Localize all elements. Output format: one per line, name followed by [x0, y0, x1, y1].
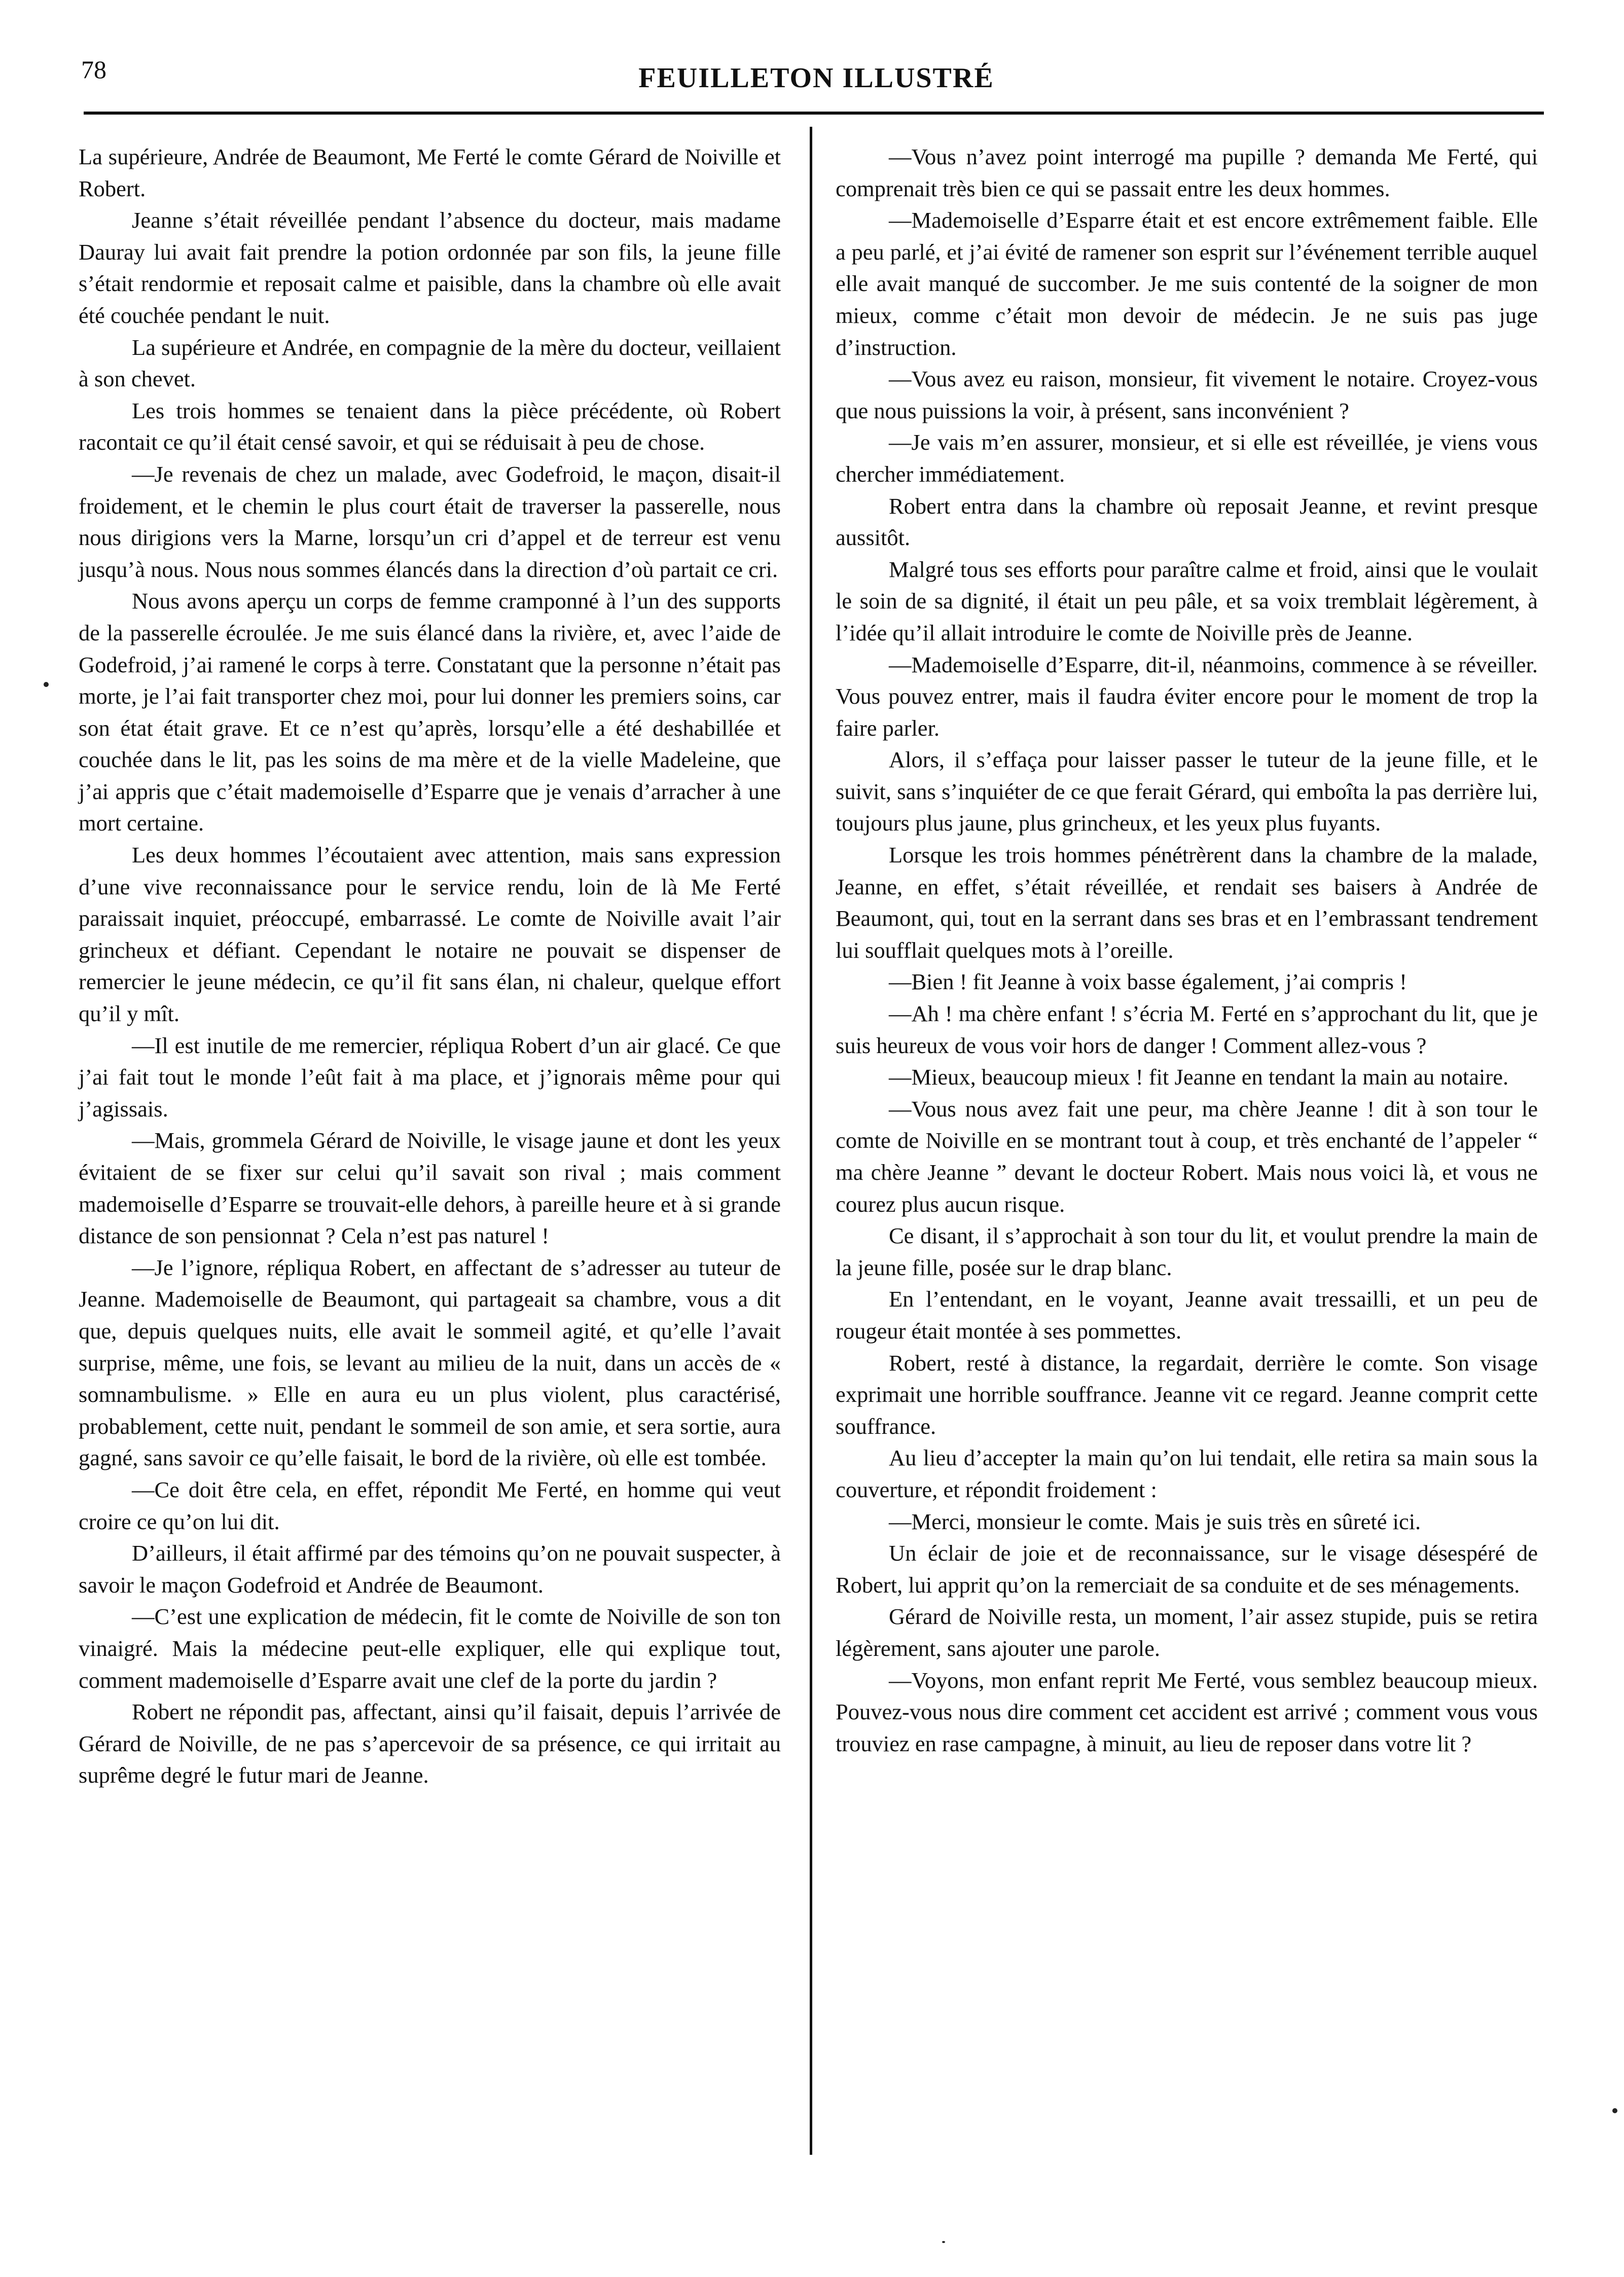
- paragraph: Malgré tous ses efforts pour paraître calme et froid, ainsi que le voulait le soin de sa dignité, il était un peu pâle, et sa voix tremblait légèrement, à l’idée qu’il allait introduire le comte de Noiville près de Jeanne.: [836, 556, 1538, 645]
- paragraph: —Mieux, beaucoup mieux ! fit Jeanne en tendant la main au notaire.: [889, 1064, 1509, 1090]
- paragraph: —Mais, grommela Gérard de Noiville, le visage jaune et dont les yeux évitaient de se fixer sur celui qu’il savait son rival ; mais comment mademoiselle d’Esparre se trouvait-elle dehors, à pareille heure et à si grande distance de son pensionnat ? Cela n’est pas naturel !: [79, 1128, 781, 1249]
- page-number: 78: [81, 55, 106, 84]
- paragraph: Gérard de Noiville resta, un moment, l’air assez stupide, puis se retira légèrement, sans ajouter une parole.: [836, 1604, 1538, 1661]
- left-column: [79, 141, 781, 1791]
- paragraph: —Vous avez eu raison, monsieur, fit vivement le notaire. Croyez-vous que nous puissions la voir, à présent, sans inconvénient ?: [836, 366, 1538, 423]
- paragraph: En l’entendant, en le voyant, Jeanne avait tressailli, et un peu de rougeur était montée à ses pommettes.: [836, 1286, 1538, 1344]
- print-speck: [942, 2241, 945, 2243]
- print-speck: [1612, 2108, 1617, 2113]
- paragraph: Alors, il s’effaça pour laisser passer le tuteur de la jeune fille, et le suivit, sans s’inquiéter de ce que ferait Gérard, qui emboîta la pas derrière lui, toujours plus jaune, plus grincheux, et les yeux plus fuyants.: [836, 747, 1538, 836]
- paragraph: D’ailleurs, il était affirmé par des témoins qu’on ne pouvait suspecter, à savoir le maçon Godefroid et Andrée de Beaumont.: [79, 1540, 781, 1598]
- paragraph: —Vous nous avez fait une peur, ma chère Jeanne ! dit à son tour le comte de Noiville en se montrant tout à coup, et très enchanté de l’appeler “ ma chère Jeanne ” devant le docteur Robert. Mais nous voici là, et vous ne courez plus aucun risque.: [836, 1096, 1538, 1217]
- paragraph: —Je revenais de chez un malade, avec Godefroid, le maçon, disait-il froidement, et le chemin le plus court était de traverser la passerelle, nous nous dirigions vers la Marne, lorsqu’un cri d’appel et de terreur est venu jusqu’à nous. Nous nous sommes élancés dans la direction d’où partait ce cri.: [79, 461, 781, 582]
- right-column: [836, 141, 1538, 1759]
- paragraph: Nous avons aperçu un corps de femme cramponné à l’un des supports de la passerelle écroulée. Je me suis élancé dans la rivière, et, avec l’aide de Godefroid, j’ai ramené le corps à terre. Constatant que la personne n’était pas morte, je l’ai fait transporter chez moi, pour lui donner les premiers soins, car son état était grave. Et ce n’est qu’après, lorsqu’elle a été deshabillée et couchée dans le lit, pas les soins de ma mère et de la vielle Madeleine, que j’ai appris que c’était mademoiselle d’Esparre que je venais d’arracher à une mort certaine.: [79, 588, 781, 836]
- paragraph: —Je l’ignore, répliqua Robert, en affectant de s’adresser au tuteur de Jeanne. Mademoiselle de Beaumont, qui partageait sa chambre, vous a dit que, depuis quelques nuits, elle avait le sommeil agité, et qu’elle l’avait surprise, même, une fois, se levant au milieu de la nuit, dans un accès de « somnambulisme. » Elle en aura eu un plus violent, plus caractérisé, probablement, cette nuit, pendant le sommeil de son amie, et sera sortie, aura gagné, sans savoir ce qu’elle faisait, le bord de la rivière, où elle est tombée.: [79, 1254, 781, 1471]
- column-divider: [810, 127, 812, 2155]
- paragraph: —Vous n’avez point interrogé ma pupille ? demanda Me Ferté, qui comprenait très bien ce qui se passait entre les deux hommes.: [836, 144, 1538, 201]
- paragraph: Un éclair de joie et de reconnaissance, sur le visage désespéré de Robert, lui apprit qu’on la remerciait de sa conduite et de ses ménagements.: [836, 1540, 1538, 1598]
- paragraph: —Ah ! ma chère enfant ! s’écria M. Ferté en s’approchant du lit, que je suis heureux de vous voir hors de danger ! Comment allez-vous ?: [836, 1001, 1538, 1058]
- paragraph: —Voyons, mon enfant reprit Me Ferté, vous semblez beaucoup mieux. Pouvez-vous nous dire comment cet accident est arrivé ; comment vous vous trouviez en rase campagne, à minuit, au lieu de reposer dans votre lit ?: [836, 1667, 1538, 1756]
- paragraph: Lorsque les trois hommes pénétrèrent dans la chambre de la malade, Jeanne, en effet, s’était réveillée, et rendait ses baisers à Andrée de Beaumont, qui, tout en la serrant dans ses bras et en l’embrassant tendrement lui soufflait quelques mots à l’oreille.: [836, 842, 1538, 963]
- paragraph: La supérieure, Andrée de Beaumont, Me Ferté le comte Gérard de Noiville et Robert.: [79, 144, 781, 201]
- paragraph: —Ce doit être cela, en effet, répondit Me Ferté, en homme qui veut croire ce qu’on lui dit.: [79, 1476, 781, 1534]
- paragraph: —Je vais m’en assurer, monsieur, et si elle est réveillée, je viens vous chercher immédiatement.: [836, 429, 1538, 487]
- header-rule: [84, 112, 1544, 115]
- running-title: FEUILLETON ILLUSTRÉ: [638, 62, 994, 94]
- paragraph: Les deux hommes l’écoutaient avec attention, mais sans expression d’une vive reconnaissance pour le service rendu, loin de là Me Ferté paraissait inquiet, préoccupé, embarrassé. Le comte de Noiville avait l’air grincheux et défiant. Cependant le notaire ne pouvait se dispenser de remercier le jeune médecin, ce qu’il fit sans élan, ni chaleur, quelque effort qu’il y mît.: [79, 842, 781, 1027]
- paragraph: Robert ne répondit pas, affectant, ainsi qu’il faisait, depuis l’arrivée de Gérard de Noiville, de ne pas s’apercevoir de sa présence, ce qui irritait au suprême degré le futur mari de Jeanne.: [79, 1699, 781, 1788]
- paragraph: Robert entra dans la chambre où reposait Jeanne, et revint presque aussitôt.: [836, 493, 1538, 551]
- print-speck: [44, 682, 49, 687]
- paragraph: Ce disant, il s’approchait à son tour du lit, et voulut prendre la main de la jeune fille, posée sur le drap blanc.: [836, 1223, 1538, 1280]
- paragraph: Robert, resté à distance, la regardait, derrière le comte. Son visage exprimait une horrible souffrance. Jeanne vit ce regard. Jeanne comprit cette souffrance.: [836, 1350, 1538, 1439]
- paragraph: Les trois hommes se tenaient dans la pièce précédente, où Robert racontait ce qu’il était censé savoir, et qui se réduisait à peu de chose.: [79, 397, 781, 455]
- paragraph: —Merci, monsieur le comte. Mais je suis très en sûreté ici.: [889, 1508, 1421, 1534]
- paragraph: Jeanne s’était réveillée pendant l’absence du docteur, mais madame Dauray lui avait fait prendre la potion ordonnée par son fils, la jeune fille s’était rendormie et reposait calme et paisible, dans la chambre où elle avait été couchée pendant le nuit.: [79, 207, 781, 328]
- paragraph: —Bien ! fit Jeanne à voix basse également, j’ai compris !: [889, 969, 1407, 995]
- paragraph: —Mademoiselle d’Esparre était et est encore extrêmement faible. Elle a peu parlé, et j’ai évité de ramener son esprit sur l’événement terrible auquel elle avait manqué de succomber. Je me suis contenté de la soigner de mon mieux, comme c’était mon devoir de médecin. Je ne suis pas juge d’instruction.: [836, 207, 1538, 360]
- paragraph: La supérieure et Andrée, en compagnie de la mère du docteur, veillaient à son chevet.: [79, 334, 781, 392]
- paragraph: —C’est une explication de médecin, fit le comte de Noiville de son ton vinaigré. Mais la médecine peut-elle expliquer, elle qui explique tout, comment mademoiselle d’Esparre avait une clef de la porte du jardin ?: [79, 1604, 781, 1693]
- paragraph: Au lieu d’accepter la main qu’on lui tendait, elle retira sa main sous la couverture, et répondit froidement :: [836, 1445, 1538, 1502]
- paragraph: —Mademoiselle d’Esparre, dit-il, néanmoins, commence à se réveiller. Vous pouvez entrer, mais il faudra éviter encore pour le moment de trop la faire parler.: [836, 652, 1538, 741]
- paragraph: —Il est inutile de me remercier, répliqua Robert d’un air glacé. Ce que j’ai fait tout le monde l’eût fait à ma place, et j’ignorais même pour qui j’agissais.: [79, 1032, 781, 1122]
